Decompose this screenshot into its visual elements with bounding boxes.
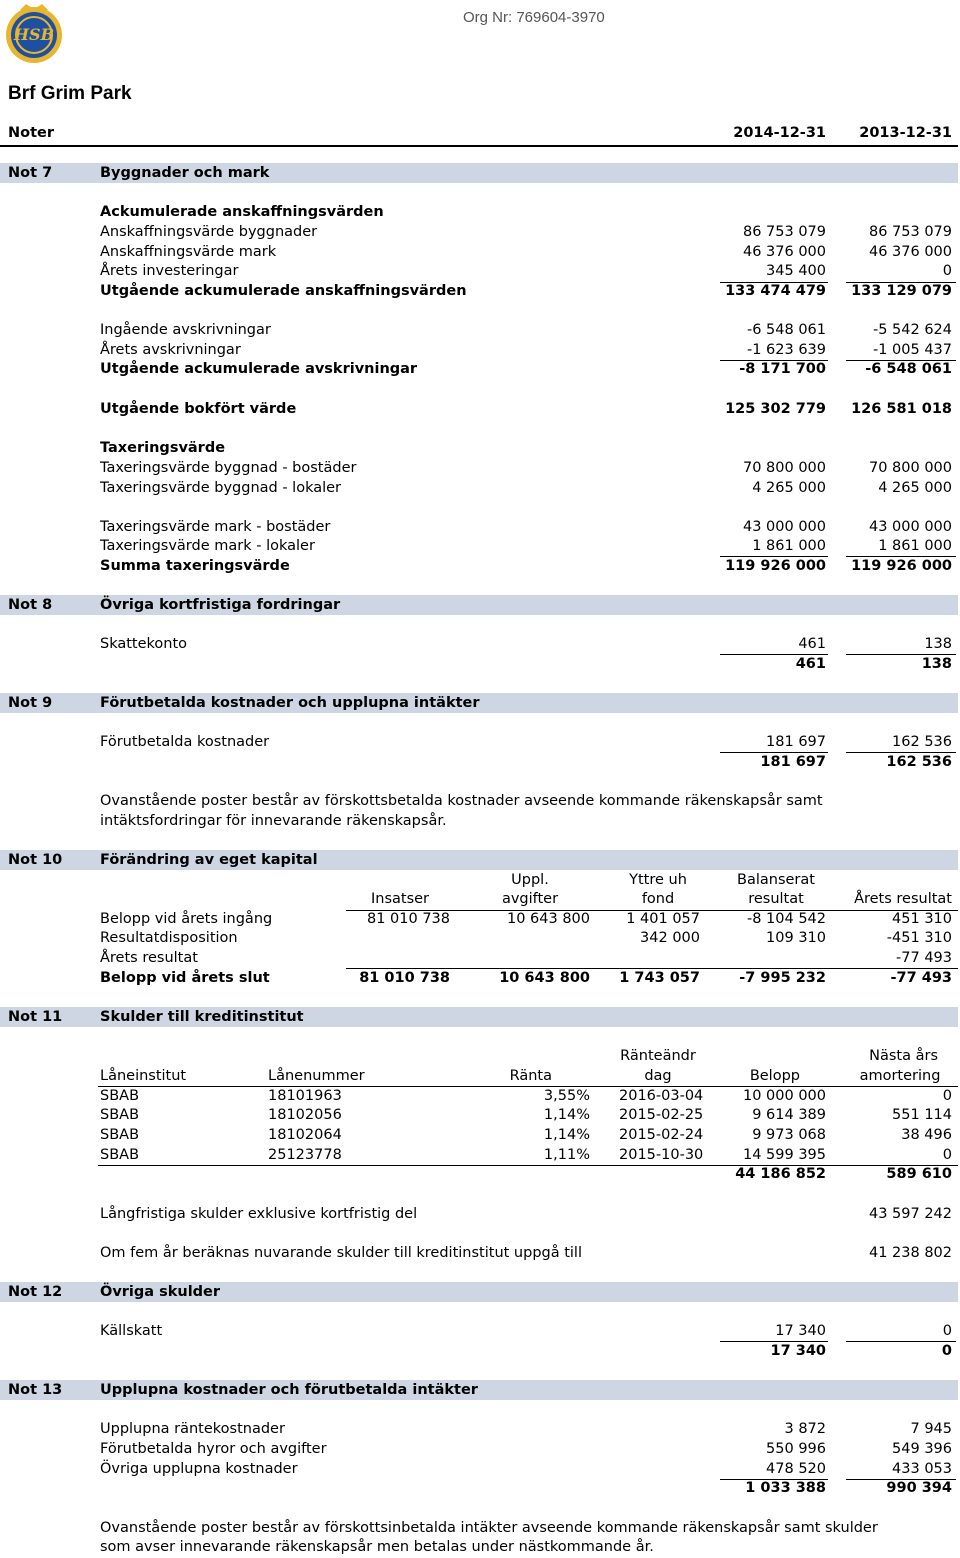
cell-avgifter: 10 643 800	[506, 911, 590, 927]
cell-arets-resultat: -77 493	[896, 950, 952, 966]
loan-nummer: 18101963	[268, 1088, 342, 1104]
sum-2014: 1 033 388	[745, 1480, 826, 1496]
cell-arets-resultat: 451 310	[892, 911, 952, 927]
col-header-uppl: Uppl.	[511, 872, 549, 888]
loan-ranta: 3,55%	[543, 1088, 590, 1104]
cell-balanserat: -8 104 542	[746, 911, 826, 927]
value-2014: 1 861 000	[752, 538, 826, 554]
value-2013: 549 396	[892, 1441, 952, 1457]
loan-institut: SBAB	[100, 1088, 140, 1104]
sum-2013: 138	[921, 656, 952, 672]
not10-title: Förändring av eget kapital	[100, 852, 318, 868]
not13-title: Upplupna kostnader och förutbetalda intäkter	[100, 1382, 478, 1398]
row-label: Utgående ackumulerade avskrivningar	[100, 361, 418, 377]
col-header-resultat: resultat	[748, 891, 804, 907]
row-label: Källskatt	[100, 1323, 163, 1339]
col-header-avgifter: avgifter	[501, 891, 559, 907]
cell-insatser: 81 010 738	[366, 911, 450, 927]
loan-dag: 2015-02-24	[619, 1127, 704, 1143]
value-2014: 3 872	[784, 1421, 826, 1437]
col-header-fond: fond	[641, 891, 675, 907]
value-2014: 133 474 479	[725, 283, 826, 299]
col-header-yttre: Yttre uh	[629, 872, 687, 888]
loan-nummer: 18102064	[268, 1127, 342, 1143]
col-header-belopp: Belopp	[749, 1068, 800, 1084]
col-header-balanserat: Balanserat	[737, 872, 815, 888]
sum-2014: 461	[795, 656, 826, 672]
hsb-logo	[2, 2, 66, 66]
not11-label: Not 11	[8, 1009, 63, 1025]
value-2013: 86 753 079	[868, 224, 952, 240]
sum-amortering: 589 610	[886, 1166, 952, 1182]
loan-belopp: 9 973 068	[752, 1127, 826, 1143]
col-header-ranta: Ränta	[509, 1068, 552, 1084]
not13-label: Not 13	[8, 1382, 63, 1398]
col-header-amortering: amortering	[859, 1068, 941, 1084]
value-2014: 17 340	[775, 1323, 826, 1339]
value-2013: 0	[942, 263, 952, 279]
note-text: intäktsfordringar för innevarande räkenskapsår.	[100, 813, 447, 829]
note-text: Ovanstående poster består av förskottsinbetalda intäkter avseende kommande räkenskapsår samt skulder	[100, 1520, 878, 1536]
col-header-2014: 2014-12-31	[733, 125, 826, 141]
five-year-value: 41 238 802	[868, 1245, 952, 1261]
col-header-2013: 2013-12-31	[859, 125, 952, 141]
value-2013: 433 053	[892, 1461, 952, 1477]
value-2014: 478 520	[766, 1461, 826, 1477]
value-2014: 4 265 000	[752, 480, 826, 496]
cell-arets-resultat: -77 493	[890, 970, 952, 986]
value-2014: 125 302 779	[725, 401, 826, 417]
org-number: Org Nr: 769604-3970	[463, 9, 605, 26]
five-year-label: Om fem år beräknas nuvarande skulder till kreditinstitut uppgå till	[100, 1245, 582, 1261]
col-header-lanenummer: Lånenummer	[268, 1068, 365, 1084]
loan-amortering: 551 114	[892, 1107, 952, 1123]
value-2013: 138	[924, 636, 952, 652]
sum-2013: 0	[941, 1343, 952, 1359]
sum-2014: 17 340	[770, 1343, 826, 1359]
not11-title: Skulder till kreditinstitut	[100, 1009, 304, 1025]
value-2014: 119 926 000	[725, 558, 826, 574]
row-label: Övriga upplupna kostnader	[100, 1461, 298, 1477]
long-term-label: Långfristiga skulder exklusive kortfristig del	[100, 1206, 418, 1222]
value-2014: 461	[798, 636, 826, 652]
value-2013: 46 376 000	[868, 244, 952, 260]
value-2014: -1 623 639	[746, 342, 826, 358]
not12-label: Not 12	[8, 1284, 63, 1300]
value-2014: 181 697	[766, 734, 826, 750]
loan-institut: SBAB	[100, 1147, 140, 1163]
value-2014: 550 996	[766, 1441, 826, 1457]
row-label: Ingående avskrivningar	[100, 322, 271, 338]
loan-nummer: 25123778	[268, 1147, 342, 1163]
not9-title: Förutbetalda kostnader och upplupna intäkter	[100, 695, 480, 711]
cell-fond: 1 401 057	[626, 911, 700, 927]
value-2013: 126 581 018	[851, 401, 952, 417]
row-label: Utgående bokfört värde	[100, 401, 297, 417]
row-label: Utgående ackumulerade anskaffningsvärden	[100, 283, 467, 299]
value-2013: -6 548 061	[865, 361, 952, 377]
not9-label: Not 9	[8, 695, 53, 711]
row-label: Belopp vid årets ingång	[100, 911, 273, 927]
col-header-institut: Låneinstitut	[100, 1068, 187, 1084]
header-rule	[0, 145, 958, 147]
not8-label: Not 8	[8, 597, 53, 613]
value-2013: 4 265 000	[878, 480, 952, 496]
loan-institut: SBAB	[100, 1127, 140, 1143]
loan-amortering: 38 496	[901, 1127, 952, 1143]
row-label: Summa taxeringsvärde	[100, 558, 290, 574]
not7-title: Byggnader och mark	[100, 165, 270, 181]
value-2014: 46 376 000	[742, 244, 826, 260]
not10-label: Not 10	[8, 852, 63, 868]
note-text: som avser innevarande räkenskapsår men betalas under nästkommande år.	[100, 1539, 654, 1555]
cell-avgifter: 10 643 800	[499, 970, 590, 986]
value-2013: -5 542 624	[872, 322, 952, 338]
cell-balanserat: 109 310	[766, 930, 826, 946]
note-text: Ovanstående poster består av förskottsbetalda kostnader avseende kommande räkenskapsår samt	[100, 793, 823, 809]
value-2013: -1 005 437	[872, 342, 952, 358]
noter-heading: Noter	[8, 125, 55, 141]
row-label: Taxeringsvärde byggnad - lokaler	[100, 480, 342, 496]
loan-belopp: 9 614 389	[752, 1107, 826, 1123]
row-label: Årets avskrivningar	[100, 342, 241, 358]
sum-2013: 162 536	[886, 754, 952, 770]
cell-fond: 1 743 057	[619, 970, 700, 986]
row-label: Taxeringsvärde mark - lokaler	[100, 538, 315, 554]
value-2013: 70 800 000	[868, 460, 952, 476]
loan-dag: 2016-03-04	[619, 1088, 704, 1104]
row-label: Resultatdisposition	[100, 930, 238, 946]
row-label: Förutbetalda hyror och avgifter	[100, 1441, 327, 1457]
value-2014: 70 800 000	[742, 460, 826, 476]
value-2013: 43 000 000	[868, 519, 952, 535]
row-label: Skattekonto	[100, 636, 188, 652]
value-2014: -6 548 061	[746, 322, 826, 338]
sum-belopp: 44 186 852	[735, 1166, 826, 1182]
ack-heading: Ackumulerade anskaffningsvärden	[100, 204, 384, 220]
row-label: Taxeringsvärde byggnad - bostäder	[100, 460, 357, 476]
sum-2013: 990 394	[886, 1480, 952, 1496]
value-2013: 119 926 000	[851, 558, 952, 574]
col-header-rantedag: Ränteändr	[620, 1048, 696, 1064]
col-header-insatser: Insatser	[370, 891, 430, 907]
cell-insatser: 81 010 738	[359, 970, 450, 986]
loan-dag: 2015-10-30	[619, 1147, 704, 1163]
loan-dag: 2015-02-25	[619, 1107, 704, 1123]
row-label: Förutbetalda kostnader	[100, 734, 270, 750]
loan-belopp: 14 599 395	[742, 1147, 826, 1163]
col-header-nasta: Nästa års	[869, 1048, 938, 1064]
row-label: Anskaffningsvärde byggnader	[100, 224, 318, 240]
value-2014: 43 000 000	[742, 519, 826, 535]
not12-title: Övriga skulder	[100, 1284, 221, 1300]
row-label: Belopp vid årets slut	[100, 970, 270, 986]
col-header-arets-resultat: Årets resultat	[854, 891, 952, 907]
value-2014: 86 753 079	[742, 224, 826, 240]
col-header-dag: dag	[644, 1068, 672, 1084]
loan-ranta: 1,14%	[543, 1107, 590, 1123]
row-label: Årets investeringar	[100, 263, 239, 279]
loan-amortering: 0	[942, 1088, 952, 1104]
row-label: Årets resultat	[100, 950, 198, 966]
not7-label: Not 7	[8, 165, 53, 181]
page-title: Brf Grim Park	[8, 83, 132, 104]
row-label: Anskaffningsvärde mark	[100, 244, 277, 260]
value-2014: 345 400	[766, 263, 826, 279]
value-2014: -8 171 700	[739, 361, 826, 377]
value-2013: 162 536	[892, 734, 952, 750]
row-label: Upplupna räntekostnader	[100, 1421, 285, 1437]
long-term-value: 43 597 242	[868, 1206, 952, 1222]
cell-fond: 342 000	[640, 930, 700, 946]
value-2013: 133 129 079	[851, 283, 952, 299]
tax-heading: Taxeringsvärde	[100, 440, 226, 456]
loan-belopp: 10 000 000	[742, 1088, 826, 1104]
loan-institut: SBAB	[100, 1107, 140, 1123]
sum-2014: 181 697	[760, 754, 826, 770]
value-2013: 0	[942, 1323, 952, 1339]
loan-ranta: 1,11%	[543, 1147, 590, 1163]
cell-balanserat: -7 995 232	[739, 970, 826, 986]
logo-text: HSB	[13, 25, 55, 44]
value-2013: 1 861 000	[878, 538, 952, 554]
cell-arets-resultat: -451 310	[886, 930, 952, 946]
loan-nummer: 18102056	[268, 1107, 342, 1123]
loan-ranta: 1,14%	[543, 1127, 590, 1143]
value-2013: 7 945	[910, 1421, 952, 1437]
loan-amortering: 0	[942, 1147, 952, 1163]
not8-title: Övriga kortfristiga fordringar	[100, 597, 341, 613]
row-label: Taxeringsvärde mark - bostäder	[100, 519, 331, 535]
